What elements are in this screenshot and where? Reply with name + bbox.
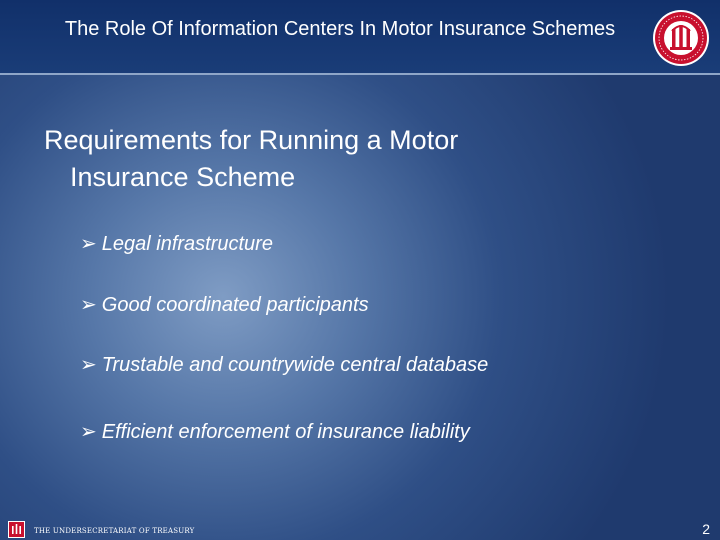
arrow-right-icon: ➢ bbox=[80, 421, 97, 443]
footer-logo-icon bbox=[8, 521, 25, 538]
list-item bbox=[80, 353, 488, 377]
bullet-text: Efficient enforcement of insurance liability bbox=[101, 421, 470, 443]
slide-title: The Role Of Information Centers In Motor Insurance Schemes bbox=[64, 18, 616, 40]
header-bar bbox=[0, 0, 720, 75]
treasury-logo-icon bbox=[652, 9, 710, 67]
arrow-right-icon: ➢ bbox=[80, 233, 97, 255]
list-item bbox=[80, 293, 369, 317]
list-item bbox=[80, 232, 273, 256]
footer-organization: THE UNDERSECRETARIAT OF TREASURY bbox=[34, 527, 195, 535]
bullet-text: Legal infrastructure bbox=[101, 233, 273, 255]
page-number: 2 bbox=[702, 521, 710, 537]
arrow-right-icon: ➢ bbox=[80, 354, 97, 376]
heading-line-1: Requirements for Running a Motor bbox=[44, 125, 459, 155]
list-item bbox=[80, 420, 470, 444]
heading-line-2: Insurance Scheme bbox=[70, 162, 296, 192]
header-divider bbox=[0, 73, 720, 75]
bullet-text: Good coordinated participants bbox=[101, 294, 369, 316]
bullet-text: Trustable and countrywide central database bbox=[101, 354, 489, 376]
arrow-right-icon: ➢ bbox=[80, 294, 97, 316]
content-heading bbox=[44, 122, 664, 196]
